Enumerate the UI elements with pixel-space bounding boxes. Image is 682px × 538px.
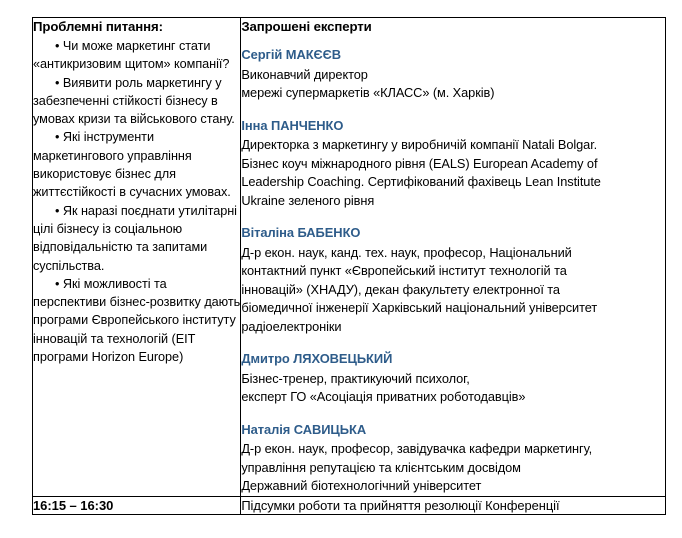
expert-description-line: Д-р екон. наук, канд. тех. наук, професор, Національний [241, 244, 572, 260]
expert-name: Сергій МАКЄЄВ [241, 47, 342, 62]
list-item [33, 74, 240, 129]
invited-experts-cell [241, 18, 666, 497]
expert-description-line: біомедичної інженерії Харківський національний університет [241, 300, 598, 315]
problem-questions-heading: Проблемні питання: [33, 19, 163, 34]
question-text: Виявити роль маркетингу у забезпеченні стійкості бізнесу в умовах кризи та військового стану. [33, 75, 235, 127]
session-activity: Підсумки роботи та прийняття резолюції Конференції [241, 496, 666, 514]
expert-description [241, 66, 665, 103]
bullet-icon: • [55, 130, 60, 145]
expert-description-line: експерт ГО «Асоціація приватних роботодавців» [241, 389, 526, 404]
bullet-icon: • [55, 276, 60, 291]
expert-name: Віталіна БАБЕНКО [241, 225, 361, 240]
bullet-icon: • [55, 75, 60, 90]
expert-name: Наталія САВИЦЬКА [241, 421, 367, 437]
expert-entry [241, 117, 665, 211]
expert-description-line: інновацій» (ХНАДУ), декан факультету електронної та [241, 281, 560, 297]
problem-questions-list [33, 37, 240, 366]
expert-description-line: мережі супермаркетів «КЛАСС» (м. Харків) [241, 85, 495, 100]
expert-description-line: Бізнес коуч міжнародного рівня (EALS) European Academy of [241, 155, 598, 171]
expert-description-line: контактний пункт «Європейський інститут технологій та [241, 263, 567, 278]
list-item [33, 128, 240, 201]
list-item [33, 202, 240, 275]
bullet-icon: • [55, 203, 60, 218]
question-text: Які можливості та перспективи бізнес-розвитку дають програми Європейського інституту інновацій та технологій (EIT програми Horizon Europe) [33, 276, 241, 365]
expert-description [241, 440, 665, 496]
expert-description-line: Д-р екон. наук, професор, завідувачка кафедри маркетингу, [241, 441, 593, 456]
expert-description [241, 370, 665, 407]
expert-name: Дмитро ЛЯХОВЕЦЬКИЙ [241, 351, 393, 366]
expert-name: Інна ПАНЧЕНКО [241, 117, 344, 133]
expert-entry [241, 224, 665, 336]
expert-description-line: Виконавчий директор [241, 66, 368, 82]
expert-description-line: Директорка з маркетингу у виробничій компанії Natali Bolgar. [241, 137, 598, 152]
expert-description-line: Ukraine зеленого рівня [241, 192, 375, 208]
invited-experts-heading: Запрошені експерти [241, 19, 372, 34]
table-row-footer [33, 496, 666, 514]
expert-description [241, 244, 665, 337]
session-time: 16:15 – 16:30 [33, 496, 241, 514]
expert-description-line: Державний біотехнологічний університет [241, 478, 482, 493]
conference-programme-table [32, 17, 666, 515]
question-text: Чи може маркетинг стати «антикризовим щитом» компанії? [33, 39, 230, 72]
expert-description-line: управління репутацією та клієнтським досвідом [241, 459, 521, 475]
question-text: Як наразі поєднати утилітарні цілі бізнесу із соціальною відповідальністю та запитами суспільства. [33, 203, 237, 273]
list-item [33, 37, 240, 74]
table-row-main [33, 18, 666, 497]
expert-description [241, 136, 665, 210]
expert-description-line: радіоелектроніки [241, 318, 342, 334]
bullet-icon: • [55, 39, 60, 53]
list-item [33, 275, 240, 366]
problem-questions-cell [33, 18, 241, 497]
expert-description-line: Бізнес-тренер, практикуючий психолог, [241, 370, 470, 386]
expert-entry [241, 46, 665, 103]
heading-spacer [241, 37, 665, 46]
expert-entry [241, 421, 665, 496]
question-text: Які інструменти маркетингового управління використовує бізнес для життєстійкості в сучасних умовах. [33, 130, 231, 200]
expert-description-line: Leadership Coaching. Сертифікований фахівець Lean Institute [241, 174, 601, 189]
expert-entry [241, 350, 665, 407]
